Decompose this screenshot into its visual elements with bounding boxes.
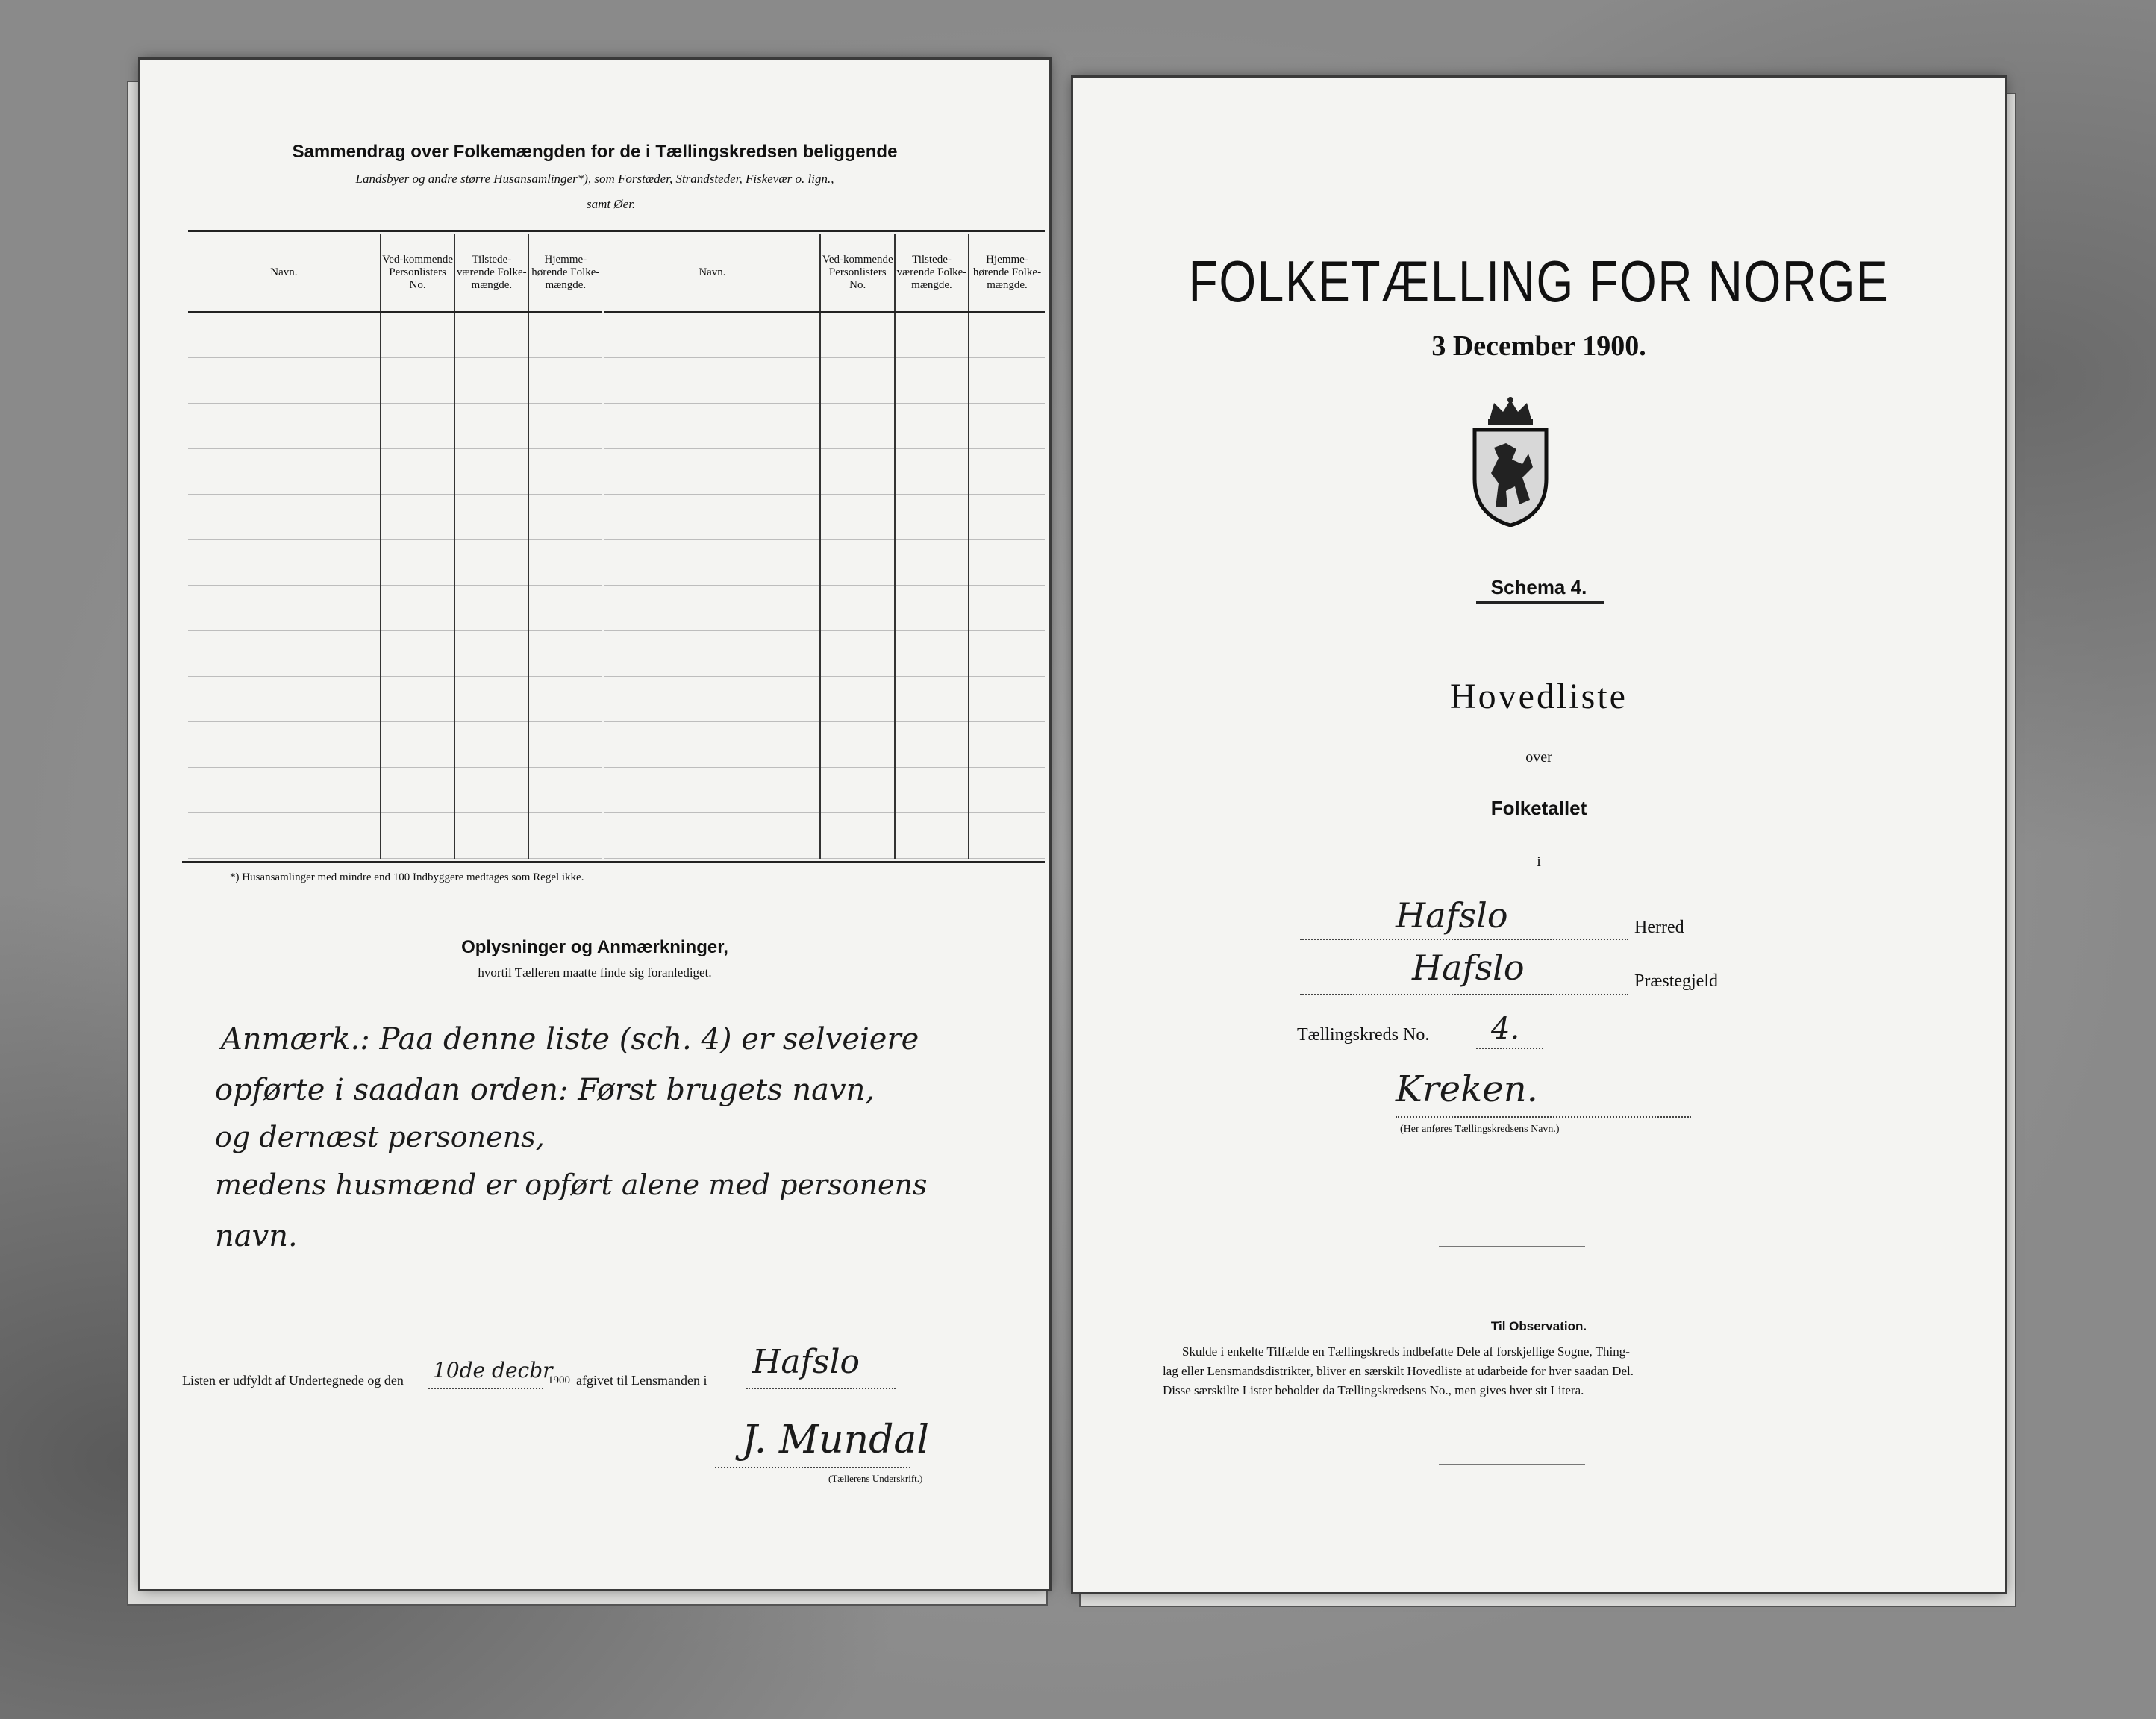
col-header-resident-1: Hjemme-hørende Folke-mængde.: [528, 234, 603, 312]
observation-title: Til Observation.: [1490, 1319, 1587, 1333]
table-cell: [820, 813, 895, 859]
table-cell: [528, 540, 603, 586]
table-cell: [381, 813, 455, 859]
signoff-date-line: [428, 1388, 543, 1389]
table-cell: [188, 813, 381, 859]
table-cell: [528, 813, 603, 859]
table-cell: [454, 312, 528, 358]
table-cell: [895, 449, 969, 495]
table-cell: [528, 312, 603, 358]
table-cell: [969, 449, 1045, 495]
signoff-place-line: [746, 1388, 896, 1389]
right-page: [1073, 78, 2005, 1592]
col-header-resident-2: Hjemme-hørende Folke-mængde.: [969, 234, 1045, 312]
table-cell: [603, 813, 820, 859]
folketallet-label: Folketallet: [1490, 797, 1587, 819]
table-cell: [820, 540, 895, 586]
table-cell: [381, 495, 455, 540]
table-cell: [895, 677, 969, 722]
table-cell: [528, 677, 603, 722]
kreds-name-caption: (Her anføres Tællingskredsens Navn.): [1400, 1124, 1560, 1135]
table-cell: [603, 358, 820, 404]
table-cell: [454, 722, 528, 768]
kreds-value: 4.: [1491, 1012, 1520, 1046]
table-cell: [895, 813, 969, 859]
observation-line-2: lag eller Lensmandsdistrikter, bliver en særskilt Hovedliste at udarbeide for hver saadan Del.: [1163, 1364, 1634, 1378]
signoff-date: 10de decbr: [433, 1358, 553, 1383]
table-row: [188, 312, 1045, 358]
footnote: *) Husansamlinger med mindre end 100 Indbyggere medtages som Regel ikke.: [230, 871, 584, 883]
table-cell: [528, 768, 603, 813]
table-cell: [381, 586, 455, 631]
remark-line-2: opførte i saadan orden: Først brugets navn,: [215, 1073, 875, 1107]
table-cell: [895, 312, 969, 358]
table-top-rule: [188, 230, 1045, 232]
remark-line-4: medens husmænd er opført alene med personens: [215, 1168, 928, 1201]
schema-number: Schema 4.: [1490, 576, 1587, 598]
table-cell: [603, 768, 820, 813]
kreds-line: [1476, 1048, 1543, 1049]
table-cell: [820, 449, 895, 495]
table-row: [188, 540, 1045, 586]
table-cell: [454, 449, 528, 495]
main-title: FOLKETÆLLING FOR NORGE: [1188, 248, 1890, 314]
table-cell: [188, 540, 381, 586]
summary-title: Sammendrag over Folkemængden for de i Tællingskredsen beliggende: [292, 142, 898, 162]
observation-line-1: Skulde i enkelte Tilfælde en Tællingskreds indbefatte Dele af forskjellige Sogne, Thing-: [1182, 1344, 1630, 1359]
summary-table-body: [188, 312, 1045, 859]
table-cell: [969, 495, 1045, 540]
table-cell: [381, 540, 455, 586]
col-header-present-2: Tilstede-værende Folke-mængde.: [895, 234, 969, 312]
prestegjeld-value: Hafslo: [1412, 948, 1525, 988]
table-row: [188, 722, 1045, 768]
table-cell: [528, 358, 603, 404]
table-cell: [528, 722, 603, 768]
table-cell: [454, 404, 528, 449]
table-cell: [381, 449, 455, 495]
table-cell: [528, 586, 603, 631]
signature-caption: (Tællerens Underskrift.): [828, 1473, 923, 1484]
table-row: [188, 358, 1045, 404]
table-cell: [381, 722, 455, 768]
table-cell: [454, 677, 528, 722]
table-cell: [381, 768, 455, 813]
table-row: [188, 404, 1045, 449]
table-cell: [528, 404, 603, 449]
table-cell: [603, 631, 820, 677]
remarks-subtitle: hvortil Tælleren maatte finde sig foranlediget.: [478, 965, 712, 980]
table-cell: [820, 404, 895, 449]
table-cell: [895, 722, 969, 768]
table-cell: [895, 586, 969, 631]
table-cell: [454, 358, 528, 404]
table-cell: [969, 358, 1045, 404]
list-title: Hovedliste: [1450, 677, 1628, 716]
remark-line-1: Anmærk.: Paa denne liste (sch. 4) er selveiere: [221, 1022, 919, 1056]
table-cell: [895, 631, 969, 677]
signoff-middle: afgivet til Lensmanden i: [576, 1373, 707, 1388]
table-cell: [188, 722, 381, 768]
table-cell: [969, 722, 1045, 768]
col-header-present-1: Tilstede-værende Folke-mængde.: [454, 234, 528, 312]
table-cell: [528, 449, 603, 495]
remarks-title: Oplysninger og Anmærkninger,: [461, 937, 728, 957]
table-row: [188, 631, 1045, 677]
table-cell: [188, 677, 381, 722]
table-cell: [969, 312, 1045, 358]
herred-value: Hafslo: [1396, 895, 1508, 936]
col-header-list-no-2: Ved-kommende Personlisters No.: [820, 234, 895, 312]
divider-2: [1439, 1464, 1585, 1465]
table-cell: [820, 495, 895, 540]
table-cell: [820, 631, 895, 677]
kreds-label: Tællingskreds No.: [1297, 1025, 1430, 1045]
table-row: [188, 813, 1045, 859]
table-cell: [969, 404, 1045, 449]
table-cell: [188, 495, 381, 540]
table-cell: [188, 358, 381, 404]
table-cell: [381, 404, 455, 449]
left-page: [140, 60, 1049, 1589]
table-cell: [820, 312, 895, 358]
table-cell: [895, 495, 969, 540]
signoff-prefix: Listen er udfyldt af Undertegnede og den: [182, 1373, 404, 1388]
table-cell: [188, 768, 381, 813]
remark-line-5: navn.: [215, 1219, 298, 1253]
signoff-year: 1900: [548, 1374, 570, 1386]
table-cell: [895, 768, 969, 813]
col-header-name-1: Navn.: [188, 234, 381, 312]
remark-line-3: og dernæst personens,: [215, 1121, 545, 1153]
table-cell: [603, 540, 820, 586]
table-cell: [969, 768, 1045, 813]
table-cell: [381, 312, 455, 358]
table-cell: [188, 404, 381, 449]
summary-subtitle-2: samt Øer.: [587, 197, 636, 211]
table-cell: [454, 540, 528, 586]
table-cell: [454, 768, 528, 813]
summary-table: [188, 234, 1045, 859]
prestegjeld-label: Præstegjeld: [1634, 971, 1718, 991]
signature-line: [715, 1467, 910, 1468]
table-cell: [603, 312, 820, 358]
table-row: [188, 586, 1045, 631]
kreds-name-value: Kreken.: [1396, 1068, 1538, 1110]
table-row: [188, 768, 1045, 813]
schema-underline: [1476, 601, 1604, 604]
col-header-name-2: Navn.: [603, 234, 820, 312]
table-cell: [820, 768, 895, 813]
table-cell: [895, 540, 969, 586]
prestegjeld-line: [1300, 994, 1628, 995]
table-cell: [381, 358, 455, 404]
table-cell: [895, 404, 969, 449]
table-row: [188, 495, 1045, 540]
herred-label: Herred: [1634, 918, 1684, 937]
i-label: i: [1537, 854, 1541, 870]
table-bottom-rule: [182, 861, 1045, 863]
table-cell: [381, 677, 455, 722]
table-cell: [454, 586, 528, 631]
table-cell: [820, 358, 895, 404]
table-cell: [528, 631, 603, 677]
table-cell: [603, 404, 820, 449]
table-cell: [969, 677, 1045, 722]
herred-line: [1300, 939, 1628, 940]
observation-line-3: Disse særskilte Lister beholder da Tællingskredsens No., men gives hver sit Litera.: [1163, 1383, 1584, 1397]
table-header-row: [188, 234, 1045, 312]
coat-of-arms-icon: [1464, 395, 1557, 528]
table-cell: [603, 722, 820, 768]
table-cell: [454, 813, 528, 859]
table-cell: [188, 631, 381, 677]
table-cell: [188, 449, 381, 495]
table-cell: [969, 813, 1045, 859]
table-row: [188, 449, 1045, 495]
table-cell: [454, 631, 528, 677]
table-cell: [969, 586, 1045, 631]
census-date: 3 December 1900.: [1431, 331, 1646, 362]
table-cell: [820, 586, 895, 631]
table-cell: [820, 677, 895, 722]
col-header-list-no-1: Ved-kommende Personlisters No.: [381, 234, 455, 312]
signature: J. Mundal: [742, 1418, 930, 1462]
table-cell: [603, 449, 820, 495]
table-cell: [603, 677, 820, 722]
kreds-name-line: [1396, 1116, 1691, 1118]
table-cell: [188, 312, 381, 358]
table-cell: [969, 540, 1045, 586]
table-cell: [381, 631, 455, 677]
table-cell: [820, 722, 895, 768]
table-cell: [603, 586, 820, 631]
table-cell: [603, 495, 820, 540]
signoff-place: Hafslo: [752, 1343, 860, 1381]
summary-subtitle: Landsbyer og andre større Husansamlinger*), som Forstæder, Strandsteder, Fiskevær o. lign.,: [355, 172, 834, 186]
table-cell: [188, 586, 381, 631]
table-cell: [454, 495, 528, 540]
table-cell: [528, 495, 603, 540]
table-cell: [895, 358, 969, 404]
table-cell: [969, 631, 1045, 677]
table-row: [188, 677, 1045, 722]
over-label: over: [1525, 749, 1552, 765]
divider-1: [1439, 1246, 1585, 1247]
